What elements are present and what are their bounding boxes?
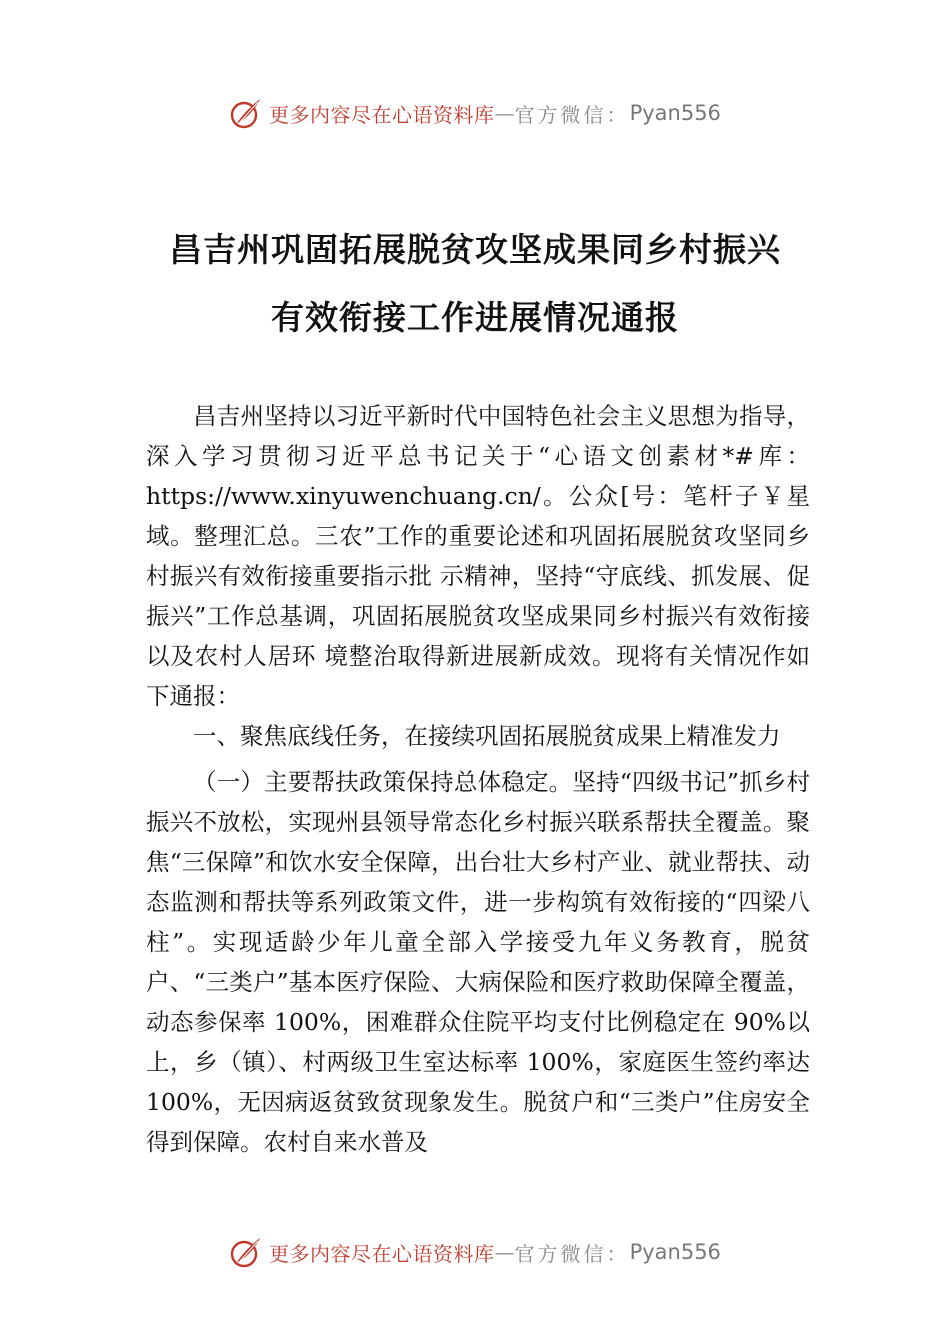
watermark-main-text: 更多内容尽在心语资料库 (269, 1241, 495, 1266)
paragraph-subsection-1: （一）主要帮扶政策保持总体稳定。坚持“四级书记”抓乡村振兴不放松，实现州县领导常态化乡村振兴联系帮扶全覆盖。聚焦“三保障”和饮水安全保障，出台壮大乡村产业、就业帮扶、动态监测和帮扶等系列政策文件，进一步构筑有效衔接的“四梁八柱”。实现适龄少年儿童全部入学接受九年义务教育，脱贫户、“三类户”基本医疗保险、大病保险和医疗救助保障全覆盖，动态参保率 100%，困难群众住院平均支付比例稳定在 90%以上，乡（镇）、村两级卫生室达标率 100%，家庭医生签约率达 100%，无因病返贫致贫现象发生。脱贫户和“三类户”住房安全得到保障。农村自来水普及 (146, 768, 810, 1156)
header-watermark (0, 93, 950, 133)
watermark-wechat-label: 官方微信： (514, 102, 630, 127)
feather-pen-logo-icon (229, 1235, 263, 1269)
watermark-wechat-id: Pyan556 (629, 1240, 721, 1264)
watermark-wechat-id: Pyan556 (629, 101, 721, 125)
document-title-line-1: 昌吉州巩固拓展脱贫攻坚成果同乡村振兴 (169, 230, 781, 269)
footer-watermark (0, 1232, 950, 1272)
document-title-line-2: 有效衔接工作进展情况通报 (271, 298, 679, 337)
feather-pen-logo-icon (229, 96, 263, 130)
watermark-wechat-label: 官方微信： (514, 1241, 630, 1266)
document-body (146, 396, 810, 1162)
paragraph-intro: 昌吉州坚持以习近平新时代中国特色社会主义思想为指导，深入学习贯彻习近平总书记关于“心语文创素材*#库：https://www.xinyuwenchuang.cn/。公众[号：笔杆子￥星域。整理汇总。三农”工作的重要论述和巩固拓展脱贫攻坚同乡村振兴有效衔接重要指示批 示精神，坚持“守底线、抓发展、促振兴”工作总基调，巩固拓展脱贫攻坚成果同乡村振兴有效衔接以及农村人居环 境整治取得新进展新成效。现将有关情况作如下通报： (146, 402, 810, 710)
watermark-dash: — (494, 1240, 515, 1264)
section-heading-1: 一、聚焦底线任务，在接续巩固拓展脱贫成果上精准发力 (193, 722, 781, 750)
watermark-main-text: 更多内容尽在心语资料库 (269, 102, 495, 127)
watermark-dash: — (494, 101, 515, 125)
